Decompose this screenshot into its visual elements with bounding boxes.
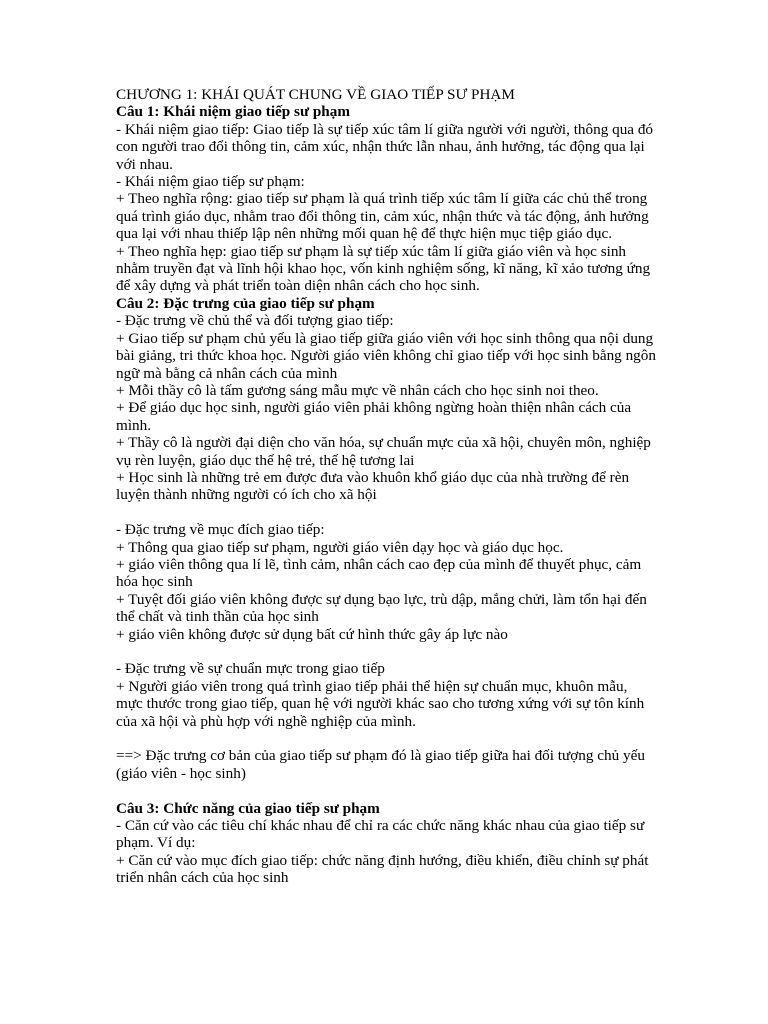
paragraph: + Căn cứ vào mục đích giao tiếp: chức năng định hướng, điều khiển, điều chỉnh sự phát triển nhân cách của học sinh bbox=[116, 851, 649, 887]
blank-line bbox=[116, 730, 656, 747]
paragraph: - Đặc trưng về sự chuẩn mực trong giao tiếp bbox=[116, 660, 385, 678]
blank-line bbox=[116, 643, 656, 660]
paragraph: - Đặc trưng về mục đích giao tiếp: bbox=[116, 521, 325, 539]
document-page bbox=[116, 86, 656, 887]
question-1-heading: Câu 1: Khái niệm giao tiếp sư phạm bbox=[116, 103, 350, 121]
question-3-heading: Câu 3: Chức năng của giao tiếp sư phạm bbox=[116, 799, 380, 817]
paragraph: + Thầy cô là người đại diện cho văn hóa, sự chuẩn mực của xã hội, chuyên môn, nghiệp vụ rèn luyện, giáo dục thế hệ trẻ, thế hệ tương lai bbox=[116, 434, 651, 469]
paragraph: - Khái niệm giao tiếp: Giao tiếp là sự tiếp xúc tâm lí giữa người với người, thông qua đó con người trao đổi thông tin, cảm xúc, nhận thức lẫn nhau, ảnh hưởng, tác động qua lại với nhau. bbox=[116, 120, 654, 173]
paragraph: + Giao tiếp sư phạm chủ yếu là giao tiếp giữa giáo viên với học sinh thông qua nội dung bài giảng, tri thức khoa học. Người giáo viên không chỉ giao tiếp với học sinh bằng ngôn ngữ mà bằng cả nhân cách của mình bbox=[116, 329, 656, 382]
chapter-title: CHƯƠNG 1: KHÁI QUÁT CHUNG VỀ GIAO TIẾP SƯ PHẠM bbox=[116, 86, 515, 103]
blank-line bbox=[116, 504, 656, 521]
paragraph: + Theo nghĩa hẹp: giao tiếp sư phạm là sự tiếp xúc tâm lí giữa giáo viên và học sinh nhằm truyền đạt và lĩnh hội khao học, vốn kinh nghiệm sống, kĩ năng, kĩ xảo tương ứng để xây dựng và phát triển toàn diện nhân cách cho học sinh. bbox=[116, 242, 651, 295]
paragraph: + giáo viên không được sử dụng bất cứ hình thức gây áp lực nào bbox=[116, 625, 508, 643]
paragraph: + Người giáo viên trong quá trình giao tiếp phải thể hiện sự chuẩn mục, khuôn mẫu, mực thước trong giao tiếp, quan hệ với người khác sao cho tương xứng với sự tôn kính của xã hội và phù hợp với nghề nghiệp của mình. bbox=[116, 677, 645, 730]
question-2-heading: Câu 2: Đặc trưng của giao tiếp sư phạm bbox=[116, 294, 375, 312]
paragraph: + Thông qua giao tiếp sư phạm, người giáo viên dạy học và giáo dục học. bbox=[116, 538, 564, 556]
paragraph: + giáo viên thông qua lí lẽ, tình cảm, nhân cách cao đẹp của mình để thuyết phục, cảm hóa học sinh bbox=[116, 555, 642, 591]
paragraph: - Căn cứ vào các tiêu chí khác nhau để chỉ ra các chức năng khác nhau của giao tiếp sư phạm. Ví dụ: bbox=[116, 817, 645, 852]
paragraph: + Học sinh là những trẻ em được đưa vào khuôn khổ giáo dục của nhà trường để rèn luyện thành những người có ích cho xã hội bbox=[116, 468, 630, 504]
paragraph: + Mỗi thầy cô là tấm gương sáng mẫu mực về nhân cách cho học sinh noi theo. bbox=[116, 381, 599, 399]
paragraph: + Theo nghĩa rộng: giao tiếp sư phạm là quá trình tiếp xúc tâm lí giữa các chủ thể trong quá trình giáo dục, nhằm trao đổi thông tin, cảm xúc, nhận thức và tác động, ảnh hưởng qua lại với nhau thiếp lập nên những mối quan hệ để thực hiện mục tiệp giáo dục. bbox=[116, 190, 649, 243]
paragraph: - Khái niệm giao tiếp sư phạm: bbox=[116, 173, 305, 191]
paragraph: + Tuyệt đối giáo viên không được sự dụng bạo lực, trù dập, mắng chửi, làm tổn hại đến thể chất và tinh thần của học sinh bbox=[116, 590, 647, 626]
blank-line bbox=[116, 782, 656, 799]
paragraph: + Để giáo dục học sinh, người giáo viên phải không ngừng hoàn thiện nhân cách của mình. bbox=[116, 399, 632, 434]
paragraph: - Đặc trưng về chủ thể và đối tượng giao tiếp: bbox=[116, 312, 394, 330]
summary-paragraph: ==> Đặc trưng cơ bản của giao tiếp sư phạm đó là giao tiếp giữa hai đối tượng chủ yếu (giáo viên - học sinh) bbox=[116, 747, 645, 782]
